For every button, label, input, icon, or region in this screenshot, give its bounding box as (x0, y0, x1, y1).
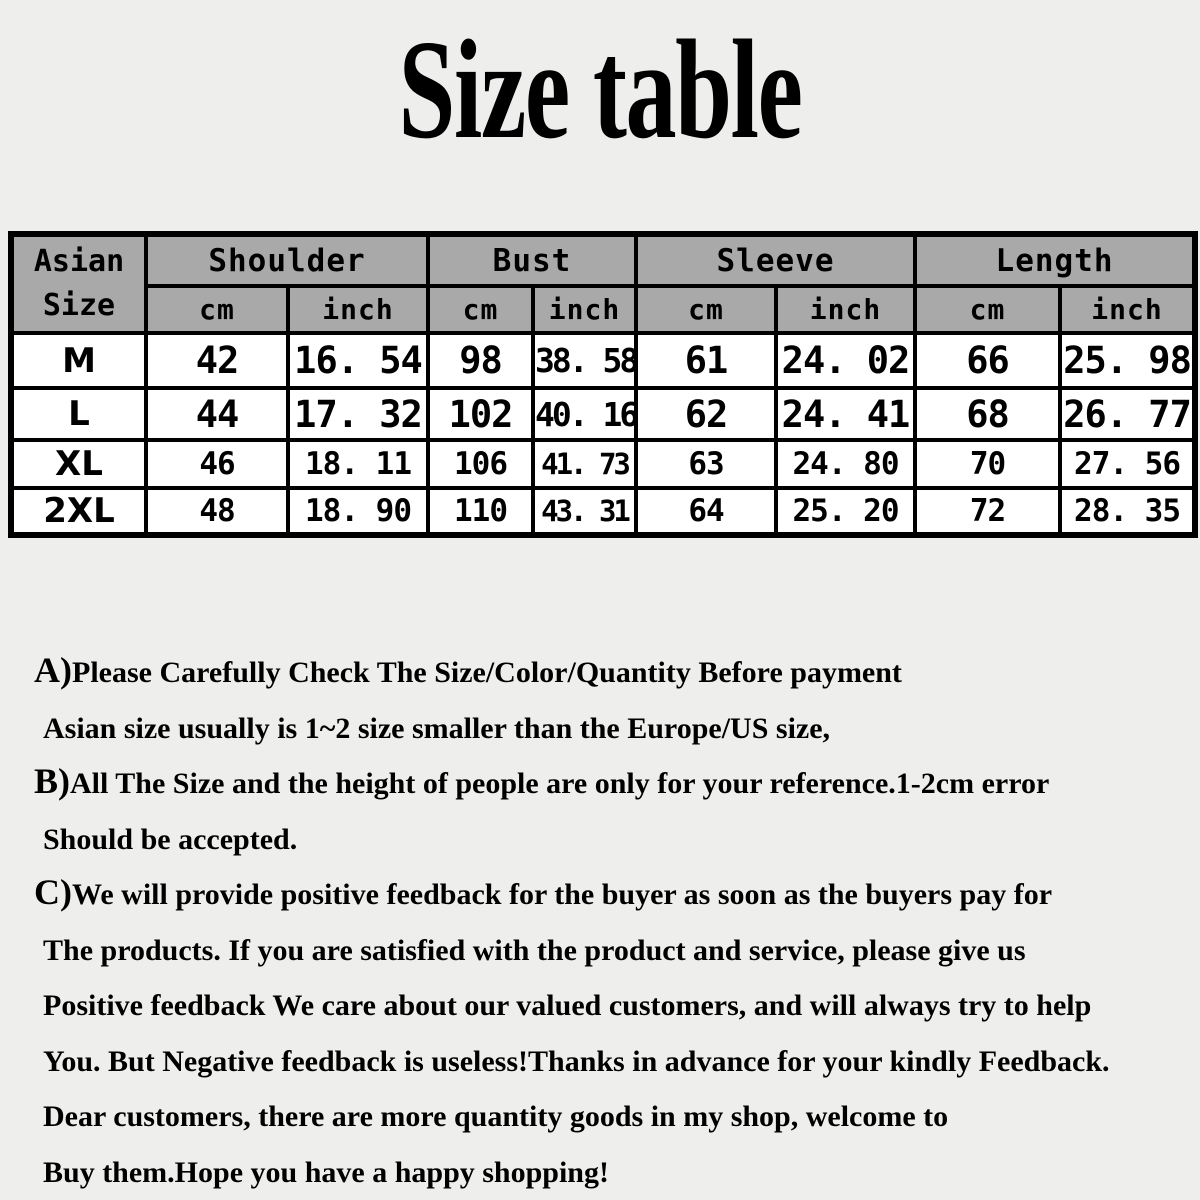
note-text: All The Size and the height of people are only for your reference.1-2cm error (70, 767, 1050, 800)
note-text: Positive feedback We care about our valued customers, and will always try to help (43, 989, 1092, 1022)
note-text: We will provide positive feedback for the buyer as soon as the buyers pay for (72, 878, 1053, 911)
corner-header-asian-size (11, 234, 146, 333)
size-cell: 110 (428, 488, 533, 535)
header-row-units (11, 286, 1195, 333)
size-row-m (11, 333, 1195, 388)
size-cell: 98 (428, 333, 533, 388)
size-cell: 26. 77 (1060, 388, 1195, 440)
column-header-shoulder: Shoulder (146, 234, 428, 286)
size-label: 2XL (11, 488, 146, 535)
unit-header-shoulder-inch: inch (288, 286, 428, 333)
notes-section (34, 643, 1194, 1198)
note-line (34, 921, 1194, 977)
size-cell: 24. 80 (776, 440, 915, 488)
size-label: L (11, 388, 146, 440)
size-row-2xl (11, 488, 1195, 535)
size-cell: 41. 73 (533, 440, 636, 488)
note-label: B) (34, 761, 70, 801)
size-cell: 106 (428, 440, 533, 488)
note-text: Dear customers, there are more quantity goods in my shop, welcome to (43, 1100, 949, 1133)
size-cell: 68 (915, 388, 1060, 440)
note-text: Please Carefully Check The Size/Color/Quantity Before payment (72, 656, 902, 689)
note-text: You. But Negative feedback is useless!Thanks in advance for your kindly Feedback. (43, 1044, 1110, 1078)
size-cell: 18. 90 (288, 488, 428, 535)
note-line-c (34, 865, 1194, 921)
note-text: The products. If you are satisfied with the product and service, please give us (43, 933, 1026, 967)
size-cell: 102 (428, 388, 533, 440)
unit-header-shoulder-cm: cm (146, 286, 288, 333)
size-table-container (8, 231, 1192, 538)
note-line (34, 1143, 1194, 1199)
size-cell: 46 (146, 440, 288, 488)
unit-header-bust-inch: inch (533, 286, 636, 333)
size-table (8, 231, 1198, 538)
size-row-xl (11, 440, 1195, 488)
size-cell: 40. 16 (533, 388, 636, 440)
note-line (34, 1032, 1194, 1088)
size-cell: 27. 56 (1060, 440, 1195, 488)
size-cell: 64 (636, 488, 776, 535)
unit-header-bust-cm: cm (428, 286, 533, 333)
unit-header-sleeve-inch: inch (776, 286, 915, 333)
note-label: C) (34, 872, 72, 912)
column-header-sleeve: Sleeve (636, 234, 915, 286)
column-header-bust: Bust (428, 234, 636, 286)
note-text: Should be accepted. (43, 822, 298, 856)
size-cell: 25. 98 (1060, 333, 1195, 388)
unit-header-sleeve-cm: cm (636, 286, 776, 333)
header-row-groups (11, 234, 1195, 286)
size-cell: 17. 32 (288, 388, 428, 440)
note-label: A) (34, 650, 72, 690)
unit-header-length-inch: inch (1060, 286, 1195, 333)
corner-line-1: Asian (33, 244, 125, 279)
size-cell: 43. 31 (533, 488, 636, 535)
size-label: XL (11, 440, 146, 488)
size-label: M (11, 333, 146, 388)
column-header-length: Length (915, 234, 1195, 286)
unit-header-length-cm: cm (915, 286, 1060, 333)
size-cell: 24. 41 (776, 388, 915, 440)
note-line (34, 1087, 1194, 1143)
size-cell: 38. 58 (533, 333, 636, 388)
size-cell: 70 (915, 440, 1060, 488)
size-cell: 18. 11 (288, 440, 428, 488)
size-cell: 62 (636, 388, 776, 440)
size-cell: 24. 02 (776, 333, 915, 388)
note-line (34, 810, 1194, 866)
size-cell: 25. 20 (776, 488, 915, 535)
corner-line-2: Size (42, 288, 116, 323)
size-cell: 66 (915, 333, 1060, 388)
size-cell: 42 (146, 333, 288, 388)
size-cell: 72 (915, 488, 1060, 535)
note-line-b (34, 754, 1194, 810)
note-line (34, 976, 1194, 1032)
size-cell: 44 (146, 388, 288, 440)
size-row-l (11, 388, 1195, 440)
note-text: Buy them.Hope you have a happy shopping! (43, 1155, 609, 1189)
size-cell: 16. 54 (288, 333, 428, 388)
size-cell: 63 (636, 440, 776, 488)
note-line (34, 699, 1194, 755)
size-cell: 61 (636, 333, 776, 388)
note-line-a (34, 643, 1194, 699)
page-title: Size table (398, 10, 802, 168)
note-text: Asian size usually is 1~2 size smaller than the Europe/US size, (43, 711, 831, 745)
size-cell: 48 (146, 488, 288, 535)
size-cell: 28. 35 (1060, 488, 1195, 535)
